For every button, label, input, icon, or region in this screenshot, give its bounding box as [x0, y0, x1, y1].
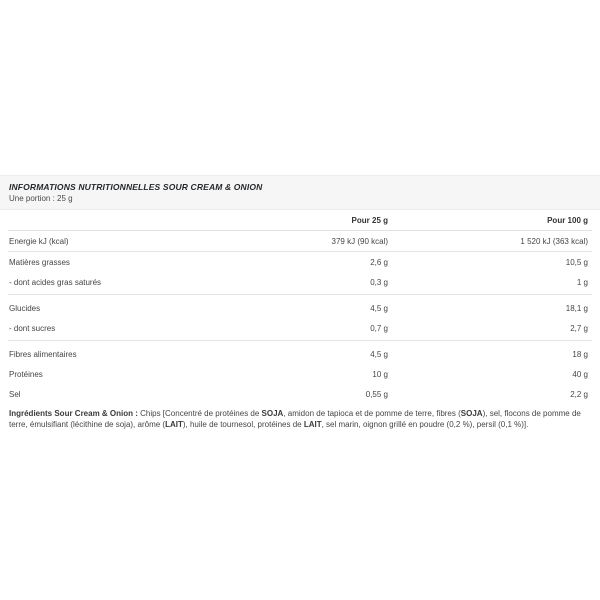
value-per-100g: 10,5 g: [565, 257, 588, 267]
nutrition-section: [0, 175, 600, 430]
value-per-25g: 2,6 g: [370, 257, 388, 267]
nutrient-label: Energie kJ (kcal): [9, 236, 69, 246]
nutrition-header-band: [0, 175, 600, 210]
ingredients-text-segment: ), sel, flocons de pomme de terre, émulsifiant (lécithine de soja), arôme (: [9, 409, 581, 429]
value-per-25g: 0,55 g: [365, 389, 388, 399]
ingredients-bold-segment: SOJA: [460, 409, 483, 418]
value-per-100g: 2,7 g: [570, 323, 588, 333]
table-row: [8, 272, 592, 295]
nutrient-label: - dont acides gras saturés: [9, 277, 102, 287]
nutrient-label: - dont sucres: [9, 323, 56, 333]
table-row: [8, 295, 592, 319]
nutrient-label: Glucides: [9, 303, 41, 313]
value-per-25g: 10 g: [372, 369, 388, 379]
value-per-100g: 40 g: [572, 369, 588, 379]
table-row: [8, 231, 592, 252]
table-row: [8, 364, 592, 384]
ingredients-text-segment: , sel marin, oignon grillé en poudre (0,2 %), persil (0,1 %)].: [321, 420, 529, 429]
table-row: [8, 341, 592, 365]
value-per-100g: 18,1 g: [565, 303, 588, 313]
ingredients-bold-segment: LAIT: [165, 420, 183, 429]
ingredients-bold-segment: SOJA: [261, 409, 284, 418]
value-per-25g: 4,5 g: [370, 349, 388, 359]
nutrient-label: Sel: [9, 389, 21, 399]
table-row: [8, 252, 592, 272]
value-per-100g: 1 g: [576, 277, 588, 287]
column-header-per-25g: Pour 25 g: [351, 215, 388, 225]
ingredients-bold-segment: Ingrédients Sour Cream & Onion :: [9, 409, 138, 418]
ingredients-text-segment: Chips [Concentré de protéines de: [137, 409, 262, 418]
value-per-100g: 2,2 g: [570, 389, 588, 399]
nutrient-label: Protéines: [9, 369, 43, 379]
nutrition-table-body: [8, 231, 592, 404]
nutrient-label: Fibres alimentaires: [9, 349, 77, 359]
value-per-25g: 0,3 g: [370, 277, 388, 287]
ingredients-text-segment: , amidon de tapioca et de pomme de terre, fibres (: [283, 409, 461, 418]
value-per-25g: 4,5 g: [370, 303, 388, 313]
value-per-25g: 379 kJ (90 kcal): [331, 236, 388, 246]
portion-size-text: Une portion : 25 g: [9, 194, 73, 203]
ingredients-text-segment: ), huile de tournesol, protéines de: [182, 420, 304, 429]
ingredients-bold-segment: LAIT: [303, 420, 322, 429]
table-row: [8, 318, 592, 341]
value-per-100g: 1 520 kJ (363 kcal): [520, 236, 588, 246]
value-per-100g: 18 g: [572, 349, 588, 359]
value-per-25g: 0,7 g: [370, 323, 388, 333]
nutrition-section-title: INFORMATIONS NUTRITIONNELLES SOUR CREAM & ONION: [9, 182, 263, 192]
nutrition-table: [0, 210, 600, 404]
ingredients-paragraph: [0, 406, 600, 430]
nutrient-label: Matières grasses: [9, 257, 70, 267]
nutrition-table-header-row: [8, 210, 592, 231]
column-header-per-100g: Pour 100 g: [547, 215, 588, 225]
table-row: [8, 384, 592, 404]
